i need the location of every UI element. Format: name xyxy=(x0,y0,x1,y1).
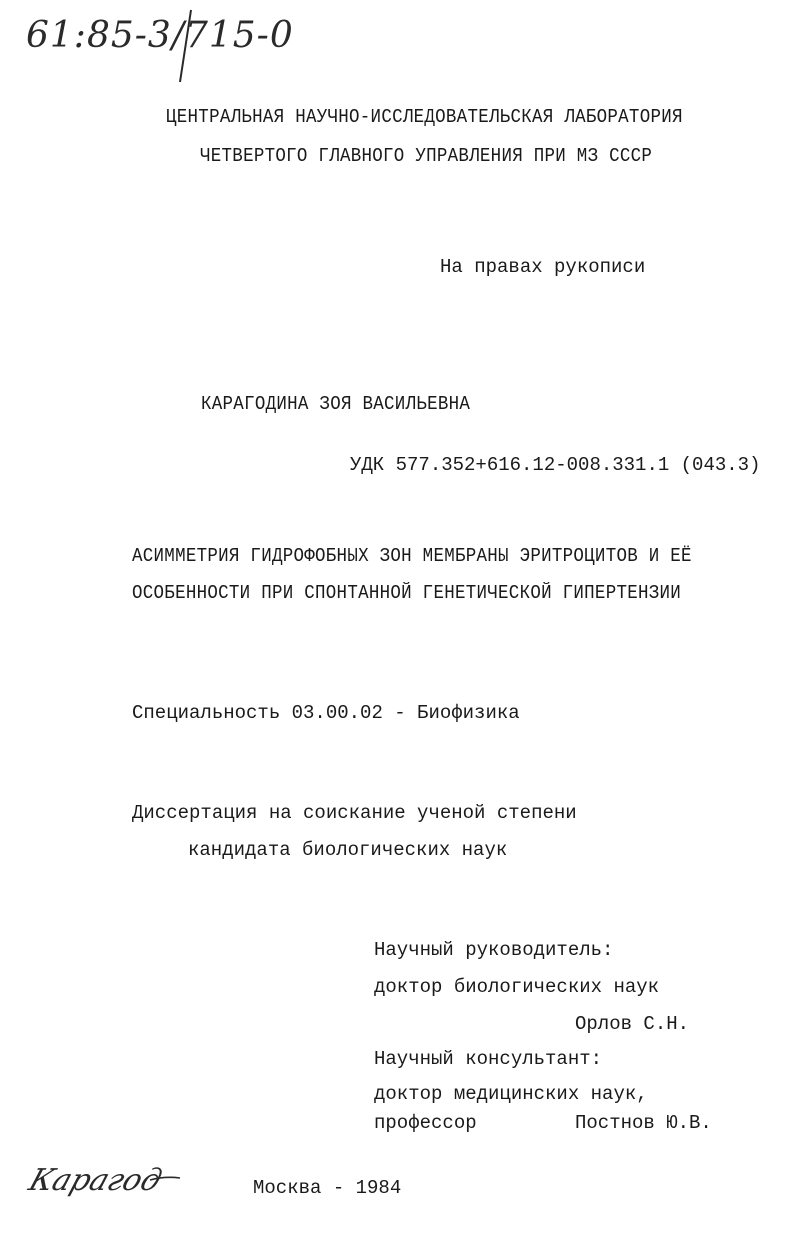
udc-code: УДК 577.352+616.12-008.331.1 (043.3) xyxy=(350,454,761,476)
archive-number: 61:85-3/715-0 xyxy=(26,15,294,56)
manuscript-note: На правах рукописи xyxy=(440,256,646,278)
consultant-name: Постнов Ю.В. xyxy=(575,1112,712,1134)
title-line-2: ОСОБЕННОСТИ ПРИ СПОНТАННОЙ ГЕНЕТИЧЕСКОЙ ГИПЕРТЕНЗИИ xyxy=(132,582,682,604)
institution-line-1: ЦЕНТРАЛЬНАЯ НАУЧНО-ИССЛЕДОВАТЕЛЬСКАЯ ЛАБОРАТОРИЯ xyxy=(166,106,683,128)
consultant-label: Научный консультант: xyxy=(374,1048,603,1070)
place-year: Москва - 1984 xyxy=(253,1177,402,1199)
dissertation-line-1: Диссертация на соискание ученой степени xyxy=(132,802,577,824)
author-name: КАРАГОДИНА ЗОЯ ВАСИЛЬЕВНА xyxy=(201,393,471,415)
consultant-degree: доктор медицинских наук, xyxy=(374,1083,648,1105)
dissertation-line-2: кандидата биологических наук xyxy=(188,839,508,861)
consultant-title: профессор xyxy=(374,1112,477,1134)
supervisor-label: Научный руководитель: xyxy=(374,939,614,961)
signature: Карагод xyxy=(24,1163,167,1198)
supervisor-name: Орлов С.Н. xyxy=(575,1013,690,1035)
supervisor-degree: доктор биологических наук xyxy=(374,976,660,998)
specialty: Специальность 03.00.02 - Биофизика xyxy=(132,702,520,724)
archive-number-stroke xyxy=(0,0,796,120)
title-line-1: АСИММЕТРИЯ ГИДРОФОБНЫХ ЗОН МЕМБРАНЫ ЭРИТРОЦИТОВ И ЕЁ xyxy=(132,545,692,567)
institution-line-2: ЧЕТВЕРТОГО ГЛАВНОГО УПРАВЛЕНИЯ ПРИ МЗ СССР xyxy=(200,145,653,167)
